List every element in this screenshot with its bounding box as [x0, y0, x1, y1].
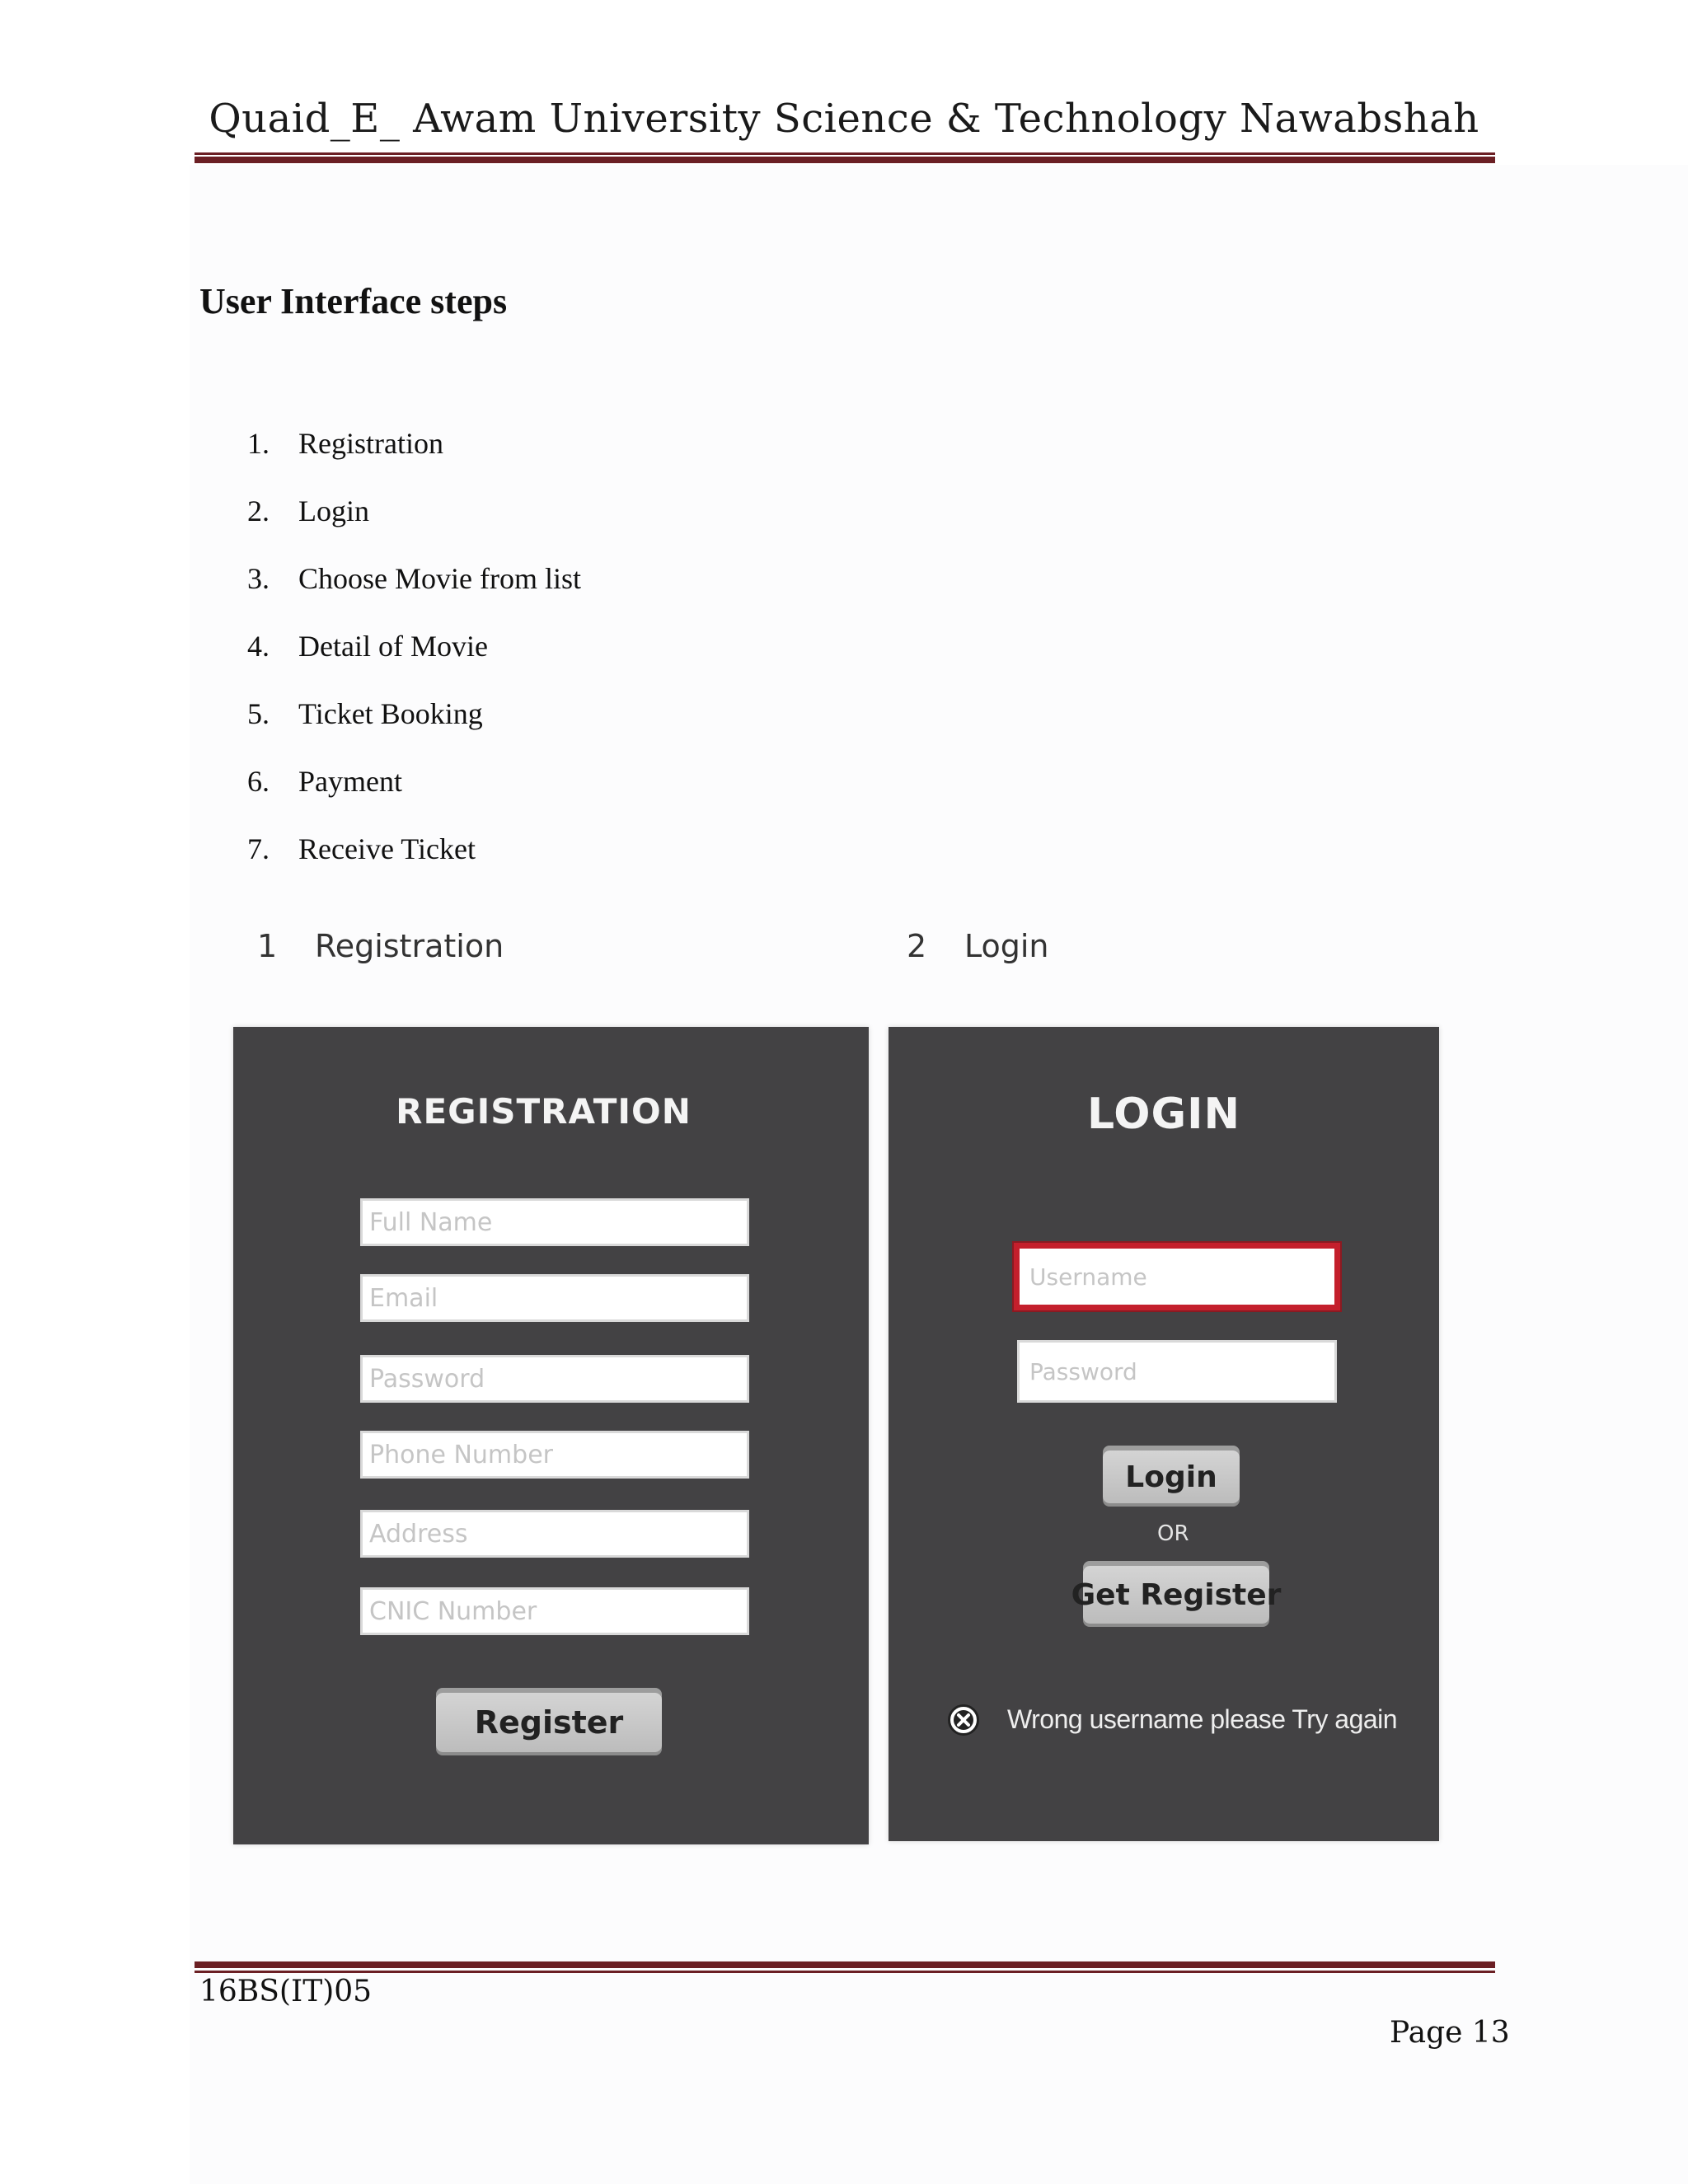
caption-label: Login: [964, 928, 1049, 964]
step-number: 1.: [247, 427, 270, 460]
step-number: 3.: [247, 562, 270, 595]
header-rule-thick: [195, 157, 1495, 163]
step-label: Choose Movie from list: [298, 562, 581, 595]
username-field[interactable]: Username: [1014, 1243, 1340, 1310]
step-number: 6.: [247, 765, 270, 798]
caption-number: 1: [257, 928, 278, 964]
step-label: Registration: [298, 427, 443, 460]
step-label: Ticket Booking: [298, 697, 483, 730]
section-heading: User Interface steps: [199, 281, 508, 321]
full-name-field[interactable]: Full Name: [360, 1198, 749, 1246]
step-label: Receive Ticket: [298, 832, 476, 865]
footer-rule-thick: [195, 1961, 1495, 1968]
login-button[interactable]: Login: [1103, 1451, 1240, 1503]
header-rule-thin: [195, 152, 1495, 155]
phone-number-field[interactable]: Phone Number: [360, 1431, 749, 1479]
step-label: Detail of Movie: [298, 630, 488, 663]
footer-document-id: 16BS(IT)05: [199, 1975, 373, 2008]
error-message: Wrong username please Try again: [1007, 1704, 1398, 1734]
caption-number: 2: [907, 928, 927, 964]
step-number: 5.: [247, 697, 270, 730]
or-separator: OR: [1157, 1521, 1189, 1546]
step-number: 2.: [247, 494, 270, 527]
password-field[interactable]: Password: [1017, 1340, 1337, 1403]
cnic-number-field[interactable]: CNIC Number: [360, 1587, 749, 1635]
login-title: LOGIN: [1086, 1090, 1241, 1139]
login-figure-caption: [907, 928, 1049, 964]
registration-panel: [233, 1027, 869, 1844]
password-field[interactable]: Password: [360, 1355, 749, 1403]
get-register-button[interactable]: Get Register: [1083, 1566, 1269, 1624]
caption-label: Registration: [315, 928, 504, 964]
footer-page-number: Page 13: [1390, 2016, 1510, 2050]
email-field[interactable]: Email: [360, 1274, 749, 1322]
register-button[interactable]: Register: [436, 1693, 662, 1752]
login-panel: [889, 1027, 1439, 1841]
address-field[interactable]: Address: [360, 1510, 749, 1558]
header-title: Quaid_E_ Awam University Science & Technology Nawabshah: [209, 96, 1479, 142]
step-number: 4.: [247, 630, 270, 663]
registration-figure-caption: [257, 928, 504, 964]
step-label: Login: [298, 494, 369, 527]
error-icon: [948, 1704, 979, 1736]
step-label: Payment: [298, 765, 402, 798]
close-icon: [953, 1709, 974, 1731]
registration-title: REGISTRATION: [396, 1091, 692, 1132]
footer-rule-thin: [195, 1971, 1495, 1973]
step-number: 7.: [247, 832, 270, 865]
